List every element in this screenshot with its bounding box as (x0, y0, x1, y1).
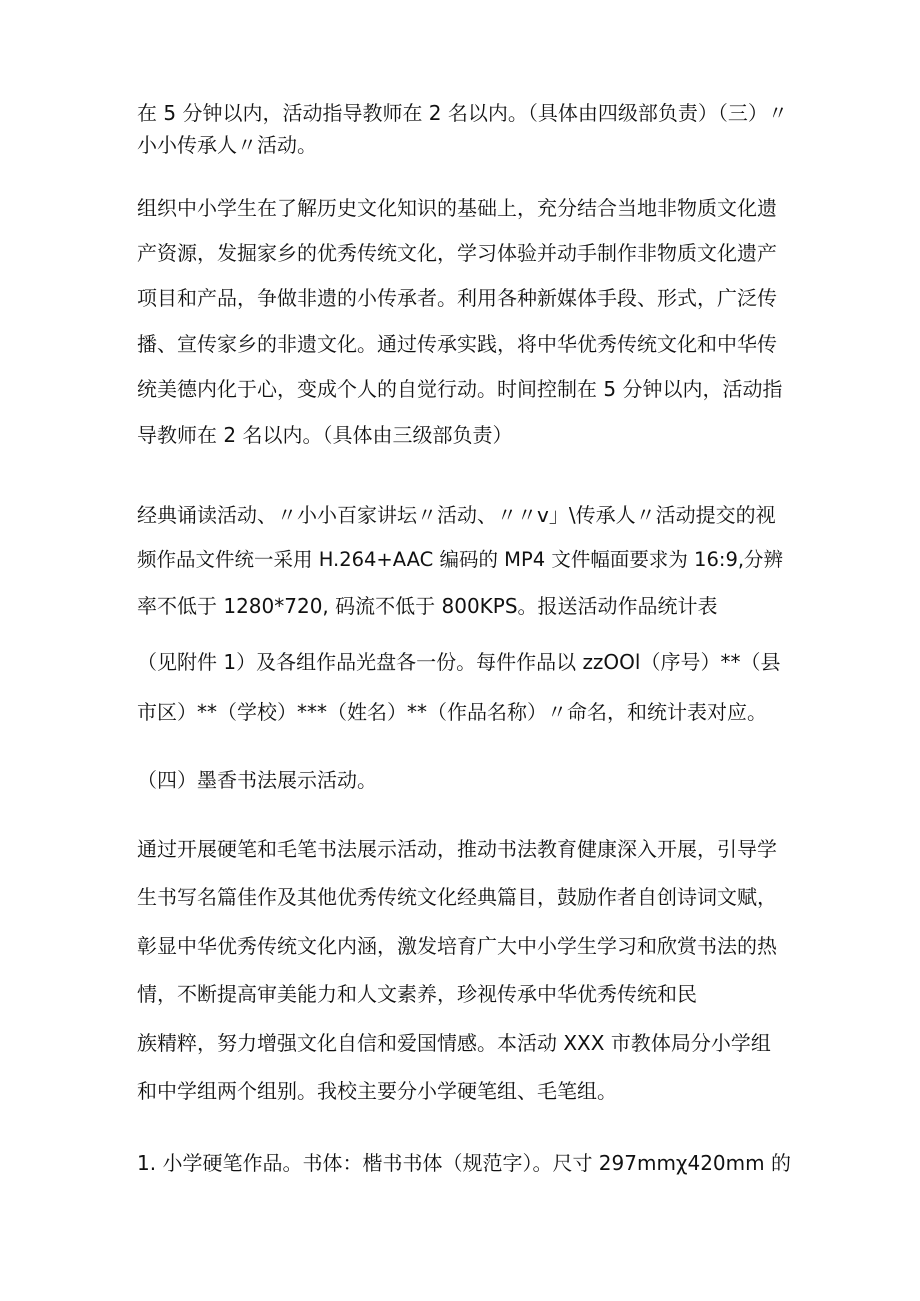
text-line: 导教师在 2 名以内。（具体由三级部负责） (137, 423, 513, 447)
text-line: 族精粹，努力增强文化自信和爱国情感。本活动 XXX 市教体局分小学组 (137, 1031, 771, 1055)
text-line: 情，不断提高审美能力和人文素养，珍视传承中华优秀传统和民 (137, 982, 697, 1006)
text-line: 彰显中华优秀传统文化内涵，激发培育广大中小学生学习和欣赏书法的热 (137, 934, 777, 958)
text-line: 产资源，发掘家乡的优秀传统文化，学习体验并动手制作非物质文化遗产 (137, 241, 777, 265)
text-line: 率不低于 1280*720, 码流不低于 800KPS。报送活动作品统计表 (137, 594, 718, 618)
text-line: 项目和产品，争做非遗的小传承者。利用各种新媒体手段、形式，广泛传 (137, 286, 777, 310)
text-line: 小小传承人〃活动。 (137, 133, 317, 157)
text-line: 播、宣传家乡的非遗文化。通过传承实践，将中华优秀传统文化和中华传 (137, 332, 777, 356)
text-line: 在 5 分钟以内，活动指导教师在 2 名以内。（具体由四级部负责）（三）〃 (137, 101, 788, 125)
text-line: （见附件 1）及各组作品光盘各一份。每件作品以 zzOOl（序号）**（县 (137, 650, 781, 674)
text-line: 生书写名篇佳作及其他优秀传统文化经典篇目，鼓励作者自创诗词文赋， (137, 885, 777, 909)
text-line: 市区）**（学校）***（姓名）**（作品名称）〃命名，和统计表对应。 (137, 700, 767, 724)
text-line: 频作品文件统一采用 H.264+AAC 编码的 MP4 文件幅面要求为 16:9,分辨 (137, 548, 784, 571)
text-line: 统美德内化于心，变成个人的自觉行动。时间控制在 5 分钟以内，活动指 (137, 377, 783, 401)
list-item: 1. 小学硬笔作品。书体：楷书书体（规范字）。尺寸 297mmχ420mm 的 (137, 1151, 791, 1175)
text-line: 通过开展硬笔和毛笔书法展示活动，推动书法教育健康深入开展，引导学 (137, 837, 777, 861)
text-line: 和中学组两个组别。我校主要分小学硬笔组、毛笔组。 (137, 1079, 617, 1103)
section-heading: （四）墨香书法展示活动。 (137, 768, 377, 792)
text-line: 组织中小学生在了解历史文化知识的基础上，充分结合当地非物质文化遗 (137, 196, 777, 220)
text-line: 经典诵读活动、〃小小百家讲坛〃活动、〃〃v」\传承人〃活动提交的视 (137, 503, 776, 527)
